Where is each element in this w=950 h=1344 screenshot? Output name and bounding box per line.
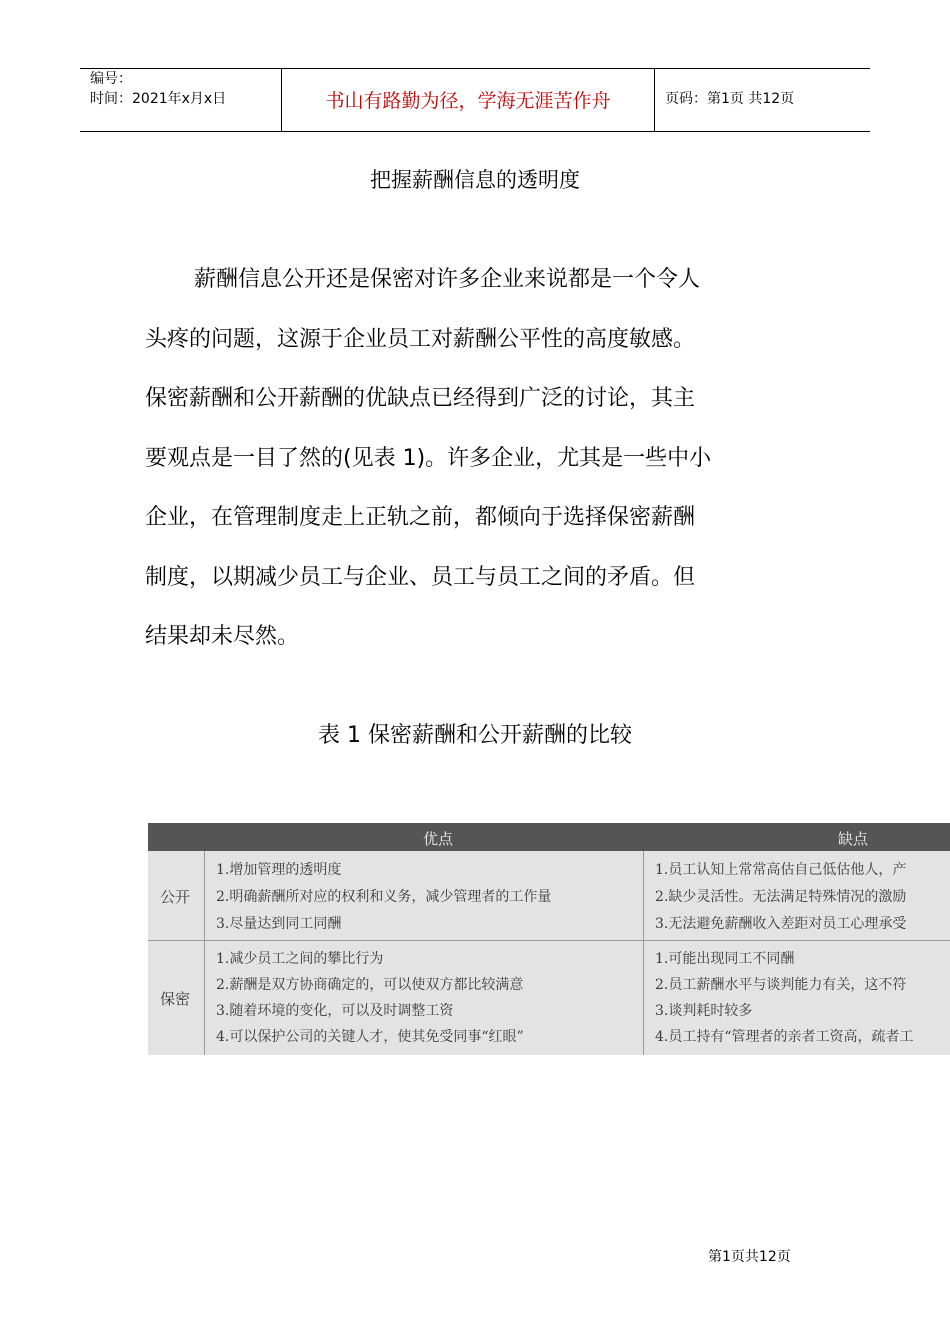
paragraph-line: 薪酬信息公开还是保密对许多企业来说都是一个令人 bbox=[194, 267, 701, 292]
table-cell: 1.增加管理的透明度 bbox=[216, 862, 342, 878]
row-label-public: 公开 bbox=[160, 888, 191, 906]
table-cell: 1.员工认知上常常高估自己低估他人，产 bbox=[655, 862, 907, 878]
table-cell: 2.明确薪酬所对应的权利和义务，减少管理者的工作量 bbox=[216, 889, 552, 905]
header-disadvantages: 缺点 bbox=[838, 830, 869, 848]
footer-page-info: 第1页共12页 bbox=[708, 1249, 791, 1265]
paragraph-line: 要观点是一目了然的(见表 1)。许多企业，尤其是一些中小 bbox=[145, 445, 712, 471]
table-cell: 2.缺少灵活性。无法满足特殊情况的激励 bbox=[655, 889, 907, 905]
table-cell: 3.尽量达到同工同酬 bbox=[216, 916, 342, 932]
table-cell: 1.减少员工之间的攀比行为 bbox=[216, 951, 384, 967]
table-cell: 4.可以保护公司的关键人才，使其免受同事“红眼” bbox=[216, 1029, 524, 1045]
row-label-confidential: 保密 bbox=[160, 990, 191, 1008]
paragraph-line: 保密薪酬和公开薪酬的优缺点已经得到广泛的讨论，其主 bbox=[145, 386, 696, 411]
page-header bbox=[80, 68, 870, 132]
table-cell: 3.随着环境的变化，可以及时调整工资 bbox=[216, 1003, 454, 1019]
paragraph-line: 制度，以期减少员工与企业、员工与员工之间的矛盾。但 bbox=[145, 564, 696, 590]
table-divider bbox=[148, 940, 950, 941]
table-caption: 表 1 保密薪酬和公开薪酬的比较 bbox=[318, 723, 632, 748]
table-header-row bbox=[148, 823, 950, 851]
table-divider bbox=[643, 851, 644, 1055]
article-paragraph bbox=[145, 250, 815, 667]
header-advantages: 优点 bbox=[423, 830, 454, 848]
table-cell: 3.谈判耗时较多 bbox=[655, 1003, 753, 1019]
doc-time-label: 时间：2021年x月x日 bbox=[90, 91, 227, 107]
table-cell: 2.员工薪酬水平与谈判能力有关，这不符 bbox=[655, 977, 907, 993]
motto-text: 书山有路勤为径，学海无涯苦作舟 bbox=[325, 90, 611, 112]
table-divider bbox=[204, 851, 205, 1055]
doc-number-label: 编号： bbox=[90, 71, 132, 87]
table-cell: 1.可能出现同工不同酬 bbox=[655, 951, 795, 967]
table-cell: 2.薪酬是双方协商确定的，可以使双方都比较满意 bbox=[216, 977, 524, 993]
header-meta-cell bbox=[80, 69, 282, 131]
article-title: 把握薪酬信息的透明度 bbox=[370, 168, 580, 192]
header-page-info: 页码：第1页 共12页 bbox=[665, 91, 795, 107]
comparison-table bbox=[148, 823, 950, 1055]
paragraph-line: 头疼的问题，这源于企业员工对薪酬公平性的高度敏感。 bbox=[145, 326, 696, 352]
table-cell: 4.员工持有“管理者的亲者工资高，疏者工 bbox=[655, 1029, 914, 1045]
paragraph-line: 结果却未尽然。 bbox=[145, 624, 300, 649]
header-motto-cell bbox=[282, 69, 655, 131]
table-cell: 3.无法避免薪酬收入差距对员工心理承受 bbox=[655, 916, 907, 932]
header-page-cell bbox=[655, 69, 870, 131]
paragraph-line: 企业，在管理制度走上正轨之前，都倾向于选择保密薪酬 bbox=[145, 505, 696, 530]
